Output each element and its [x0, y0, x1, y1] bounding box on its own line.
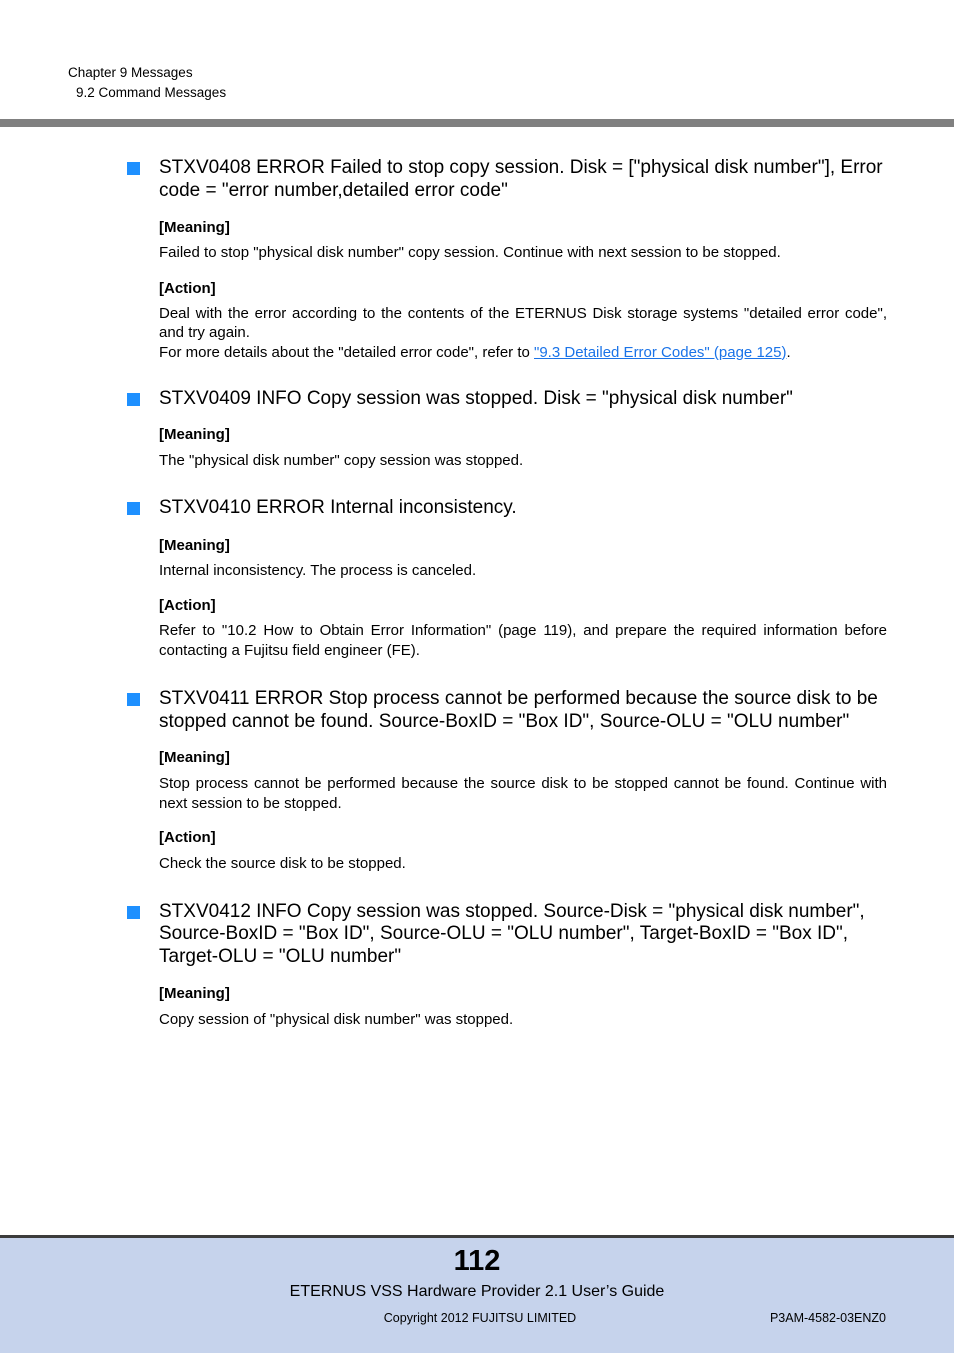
message-entry — [127, 388, 887, 470]
header-rule — [0, 119, 954, 127]
message-entry — [127, 901, 887, 1030]
meaning-text: The "physical disk number" copy session was stopped. — [159, 451, 524, 469]
document-code: P3AM-4582-03ENZ0 — [769, 1311, 886, 1325]
meaning-text: Copy session of "physical disk number" was stopped. — [159, 1011, 514, 1028]
chapter-title: Chapter 9 Messages — [68, 65, 193, 80]
meaning-label: [Meaning] — [159, 425, 230, 443]
page-number: 112 — [453, 1245, 501, 1277]
meaning-text: Stop process cannot be performed because the source disk to be stopped cannot be found. Continue with next session to be stopped. — [159, 775, 887, 812]
meaning-label: [Meaning] — [159, 219, 230, 236]
message-heading — [127, 157, 887, 202]
action-reference: For more details about the "detailed error code", refer to "9.3 Detailed Error Codes" (page 125). — [159, 343, 791, 361]
meaning-label: [Meaning] — [159, 536, 230, 554]
message-entry — [127, 688, 887, 874]
message-title: STXV0411 ERROR Stop process cannot be performed because the source disk to be stopped cannot be found. Source-BoxID = "Box ID", Source-OLU = "OLU number" — [159, 688, 878, 732]
square-bullet-icon — [127, 693, 140, 706]
meaning-text: Failed to stop "physical disk number" copy session. Continue with next session to be stopped. — [159, 244, 781, 261]
action-text: Refer to "10.2 How to Obtain Error Information" (page 119), and prepare the required information before contacting a Fujitsu field engineer (FE). — [159, 622, 887, 659]
message-heading — [127, 388, 887, 411]
meaning-label: [Meaning] — [159, 749, 230, 766]
guide-title: ETERNUS VSS Hardware Provider 2.1 User’s Guide — [289, 1283, 665, 1300]
copyright: Copyright 2012 FUJITSU LIMITED — [383, 1311, 577, 1325]
message-title: STXV0410 ERROR Internal inconsistency. — [159, 497, 517, 518]
square-bullet-icon — [127, 502, 140, 515]
message-heading — [127, 901, 887, 969]
page-content — [127, 157, 887, 1030]
message-heading — [127, 688, 887, 733]
action-label: [Action] — [159, 279, 216, 297]
action-label: [Action] — [159, 829, 216, 846]
action-text: Check the source disk to be stopped. — [159, 855, 406, 872]
running-header — [68, 63, 226, 103]
square-bullet-icon — [127, 162, 140, 175]
meaning-label: [Meaning] — [159, 985, 230, 1002]
page-footer — [0, 1235, 954, 1353]
message-entry — [127, 157, 887, 362]
message-heading — [127, 497, 887, 520]
square-bullet-icon — [127, 393, 140, 406]
message-title: STXV0412 INFO Copy session was stopped. Source-Disk = "physical disk number", Source-BoxID = "Box ID", Source-OLU = "OLU number", Target-BoxID = "Box ID", Target-OLU = "OLU number" — [159, 900, 865, 967]
square-bullet-icon — [127, 906, 140, 919]
message-entry — [127, 497, 887, 660]
message-title: STXV0408 ERROR Failed to stop copy session. Disk = ["physical disk number"], Error code = "error number,detailed error code" — [159, 157, 883, 201]
action-label: [Action] — [159, 597, 216, 614]
section-title: 9.2 Command Messages — [76, 85, 227, 100]
message-title: STXV0409 INFO Copy session was stopped. Disk = "physical disk number" — [159, 388, 793, 409]
meaning-text: Internal inconsistency. The process is canceled. — [159, 561, 477, 579]
error-codes-link[interactable]: "9.3 Detailed Error Codes" (page 125) — [534, 343, 787, 361]
action-text: Deal with the error according to the contents of the ETERNUS Disk storage systems "detailed error code", and try again. — [159, 304, 887, 341]
